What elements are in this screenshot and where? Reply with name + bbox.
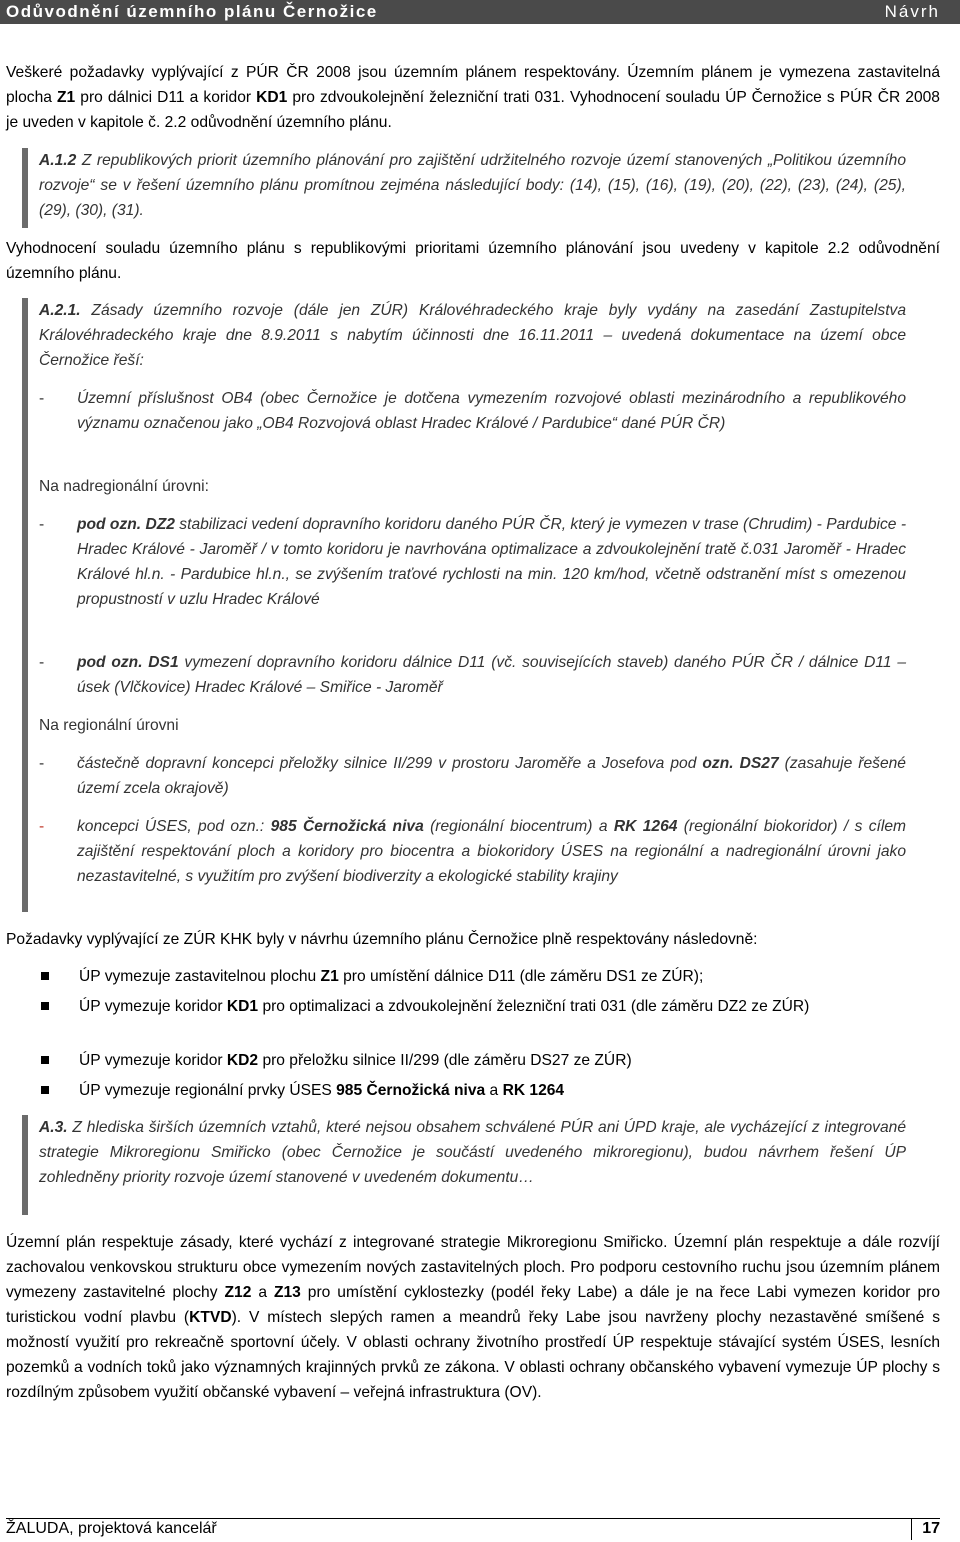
quote-a21-intro: A.2.1. Zásady územního rozvoje (dále jen ZÚR) Královéhradeckého kraje byly vydány na zasedání Zastupitelstva Královéhradeckého kraje dne 8.9.2011 s nabytím účinnosti dne 16.11.2011 – uvedená dokumentace na území obce Černožice řeší:: [39, 302, 906, 369]
dash-marker: -: [39, 516, 45, 533]
quote-a3: A.3. Z hlediska širších územních vztahů, které nejsou obsahem schválené PÚR ani ÚPD kraje, ale vycházející z integrované strategie Mikroregionu Smiřicko (obec Černožice je součástí uvedeného mikroregionu), budou návrhem řešení ÚP zohledněny priority rozvoje území stanovené v uvedeném dokumentu…: [39, 1119, 906, 1186]
paragraph-priorities: Vyhodnocení souladu územního plánu s republikovými prioritami územního plánování jsou uvedeny v kapitole 2.2 odůvodnění územního plánu.: [6, 240, 940, 282]
page-header: [0, 0, 960, 24]
dash-marker: -: [39, 755, 45, 772]
bullet-square-icon: [41, 1056, 49, 1064]
document-title: Odůvodnění územního plánu Černožice: [6, 2, 378, 21]
quote-bar: [22, 1115, 28, 1215]
footer-company: ŽALUDA, projektová kancelář: [6, 1520, 217, 1537]
nadregional-heading: Na nadregionální úrovni:: [39, 478, 209, 495]
page-number: 17: [911, 1518, 940, 1540]
bullet-square-icon: [41, 1086, 49, 1094]
dash-marker: -: [39, 654, 45, 671]
zur-item-dz2: pod ozn. DZ2 stabilizaci vedení dopravního koridoru daného PÚR ČR, který je vymezen v trase (Chrudim) - Pardubice - Hradec Králové - Jaroměř / v tomto koridoru je navrhována optimalizace a zdvoukolejnění tratě č.031 Jaroměř - Hradec Králové hl.n. - Pardubice hl.n., se zvýšením traťové rychlosti na min. 120 km/hod, včetně odstranění míst s omezenou propustností v uzlu Hradec Králové: [77, 516, 907, 608]
dash-marker: -: [39, 390, 45, 407]
bullet-square-icon: [41, 1002, 49, 1010]
zur-item-ds1: pod ozn. DS1 vymezení dopravního koridoru dálnice D11 (vč. souvisejících staveb) daného PÚR ČR / dálnice D11 – úsek (Vlčkovice) Hradec Králové – Smiřice - Jaroměř: [77, 654, 906, 696]
zur-item-ob4: Územní příslušnost OB4 (obec Černožice je dotčena vymezením rozvojové oblasti mezinárodního a republikového významu označenou jako „OB4 Rozvojová oblast Hradec Králové / Pardubice“ dané PÚR ČR): [77, 390, 906, 432]
paragraph-intro: Veškeré požadavky vyplývající z PÚR ČR 2008 jsou územním plánem respektovány. Územním plánem je vymezena zastavitelná plocha Z1 pro dálnici D11 a koridor KD1 pro zdvoukolejnění železniční trati 031. Vyhodnocení souladu ÚP Černožice s PÚR ČR 2008 je uveden v kapitole č. 2.2 odůvodnění územního plánu.: [6, 64, 940, 131]
dash-marker: -: [39, 818, 45, 835]
quote-a12: A.1.2 Z republikových priorit územního plánování pro zajištění udržitelného rozvoje území stanovených „Politikou územního rozvoje“ se v řešení územního plánu promítnou zejména následující body: (14), (15), (16), (19), (20), (22), (23), (24), (25), (29), (30), (31).: [39, 152, 906, 219]
paragraph-conclusion: Územní plán respektuje zásady, které vychází z integrované strategie Mikroregionu Smiřicko. Územní plán respektuje a dále rozvíjí zachovalou venkovskou strukturu obce vymezením nových zastavitelných ploch. Pro podporu cestovního ruchu jsou územním plánem vymezeny zastavitelné plochy Z12 a Z13 pro umístění cyklostezky (podél řeky Labe) a dále je na řece Labi vymezen koridor pro turistickou vodní plavbu (KTVD). V místech slepých ramen a meandrů řeky Labe jsou navrženy plochy nezastavěné smíšené s možností využití pro rekreačně sportovní účely. V oblasti ochrany životního prostředí ÚP respektuje stávající systém ÚSES, lesních pozemků a vodních toků jako významných krajinných prvků ze zákona. V oblasti ochrany občanského vybavení vymezuje ÚP plochy s rozdílným způsobem využití občanské vybavení – veřejná infrastruktura (OV).: [6, 1234, 941, 1401]
bullet-item: ÚP vymezuje koridor KD1 pro optimalizaci a zdvoukolejnění železniční trati 031 (dle záměru DZ2 ze ZÚR): [79, 998, 810, 1015]
paragraph-requirements: Požadavky vyplývající ze ZÚR KHK byly v návrhu územního plánu Černožice plně respektovány následovně:: [6, 931, 758, 948]
bullet-item: ÚP vymezuje zastavitelnou plochu Z1 pro umístění dálnice D11 (dle záměru DS1 ze ZÚR);: [79, 968, 704, 985]
document-status: Návrh: [884, 2, 940, 21]
bullet-item: ÚP vymezuje koridor KD2 pro přeložku silnice II/299 (dle záměru DS27 ze ZÚR): [79, 1052, 632, 1069]
regional-heading: Na regionální úrovni: [39, 717, 179, 734]
zur-item-ds27: částečně dopravní koncepci přeložky silnice II/299 v prostoru Jaroměře a Josefova pod ozn. DS27 (zasahuje řešené území zcela okrajově): [77, 755, 906, 797]
quote-bar: [22, 148, 28, 228]
bullet-item: ÚP vymezuje regionální prvky ÚSES 985 Černožická niva a RK 1264: [79, 1082, 565, 1099]
quote-bar: [22, 298, 28, 912]
zur-item-uses: koncepci ÚSES, pod ozn.: 985 Černožická niva (regionální biocentrum) a RK 1264 (regionální biokoridor) / s cílem zajištění respektování ploch a koridory pro biocentra a biokoridory ÚSES na regionální a nadregionální úrovni jako nezastavitelné, s využitím pro zvýšení biodiverzity a ekologické stability krajiny: [77, 818, 906, 885]
bullet-square-icon: [41, 972, 49, 980]
